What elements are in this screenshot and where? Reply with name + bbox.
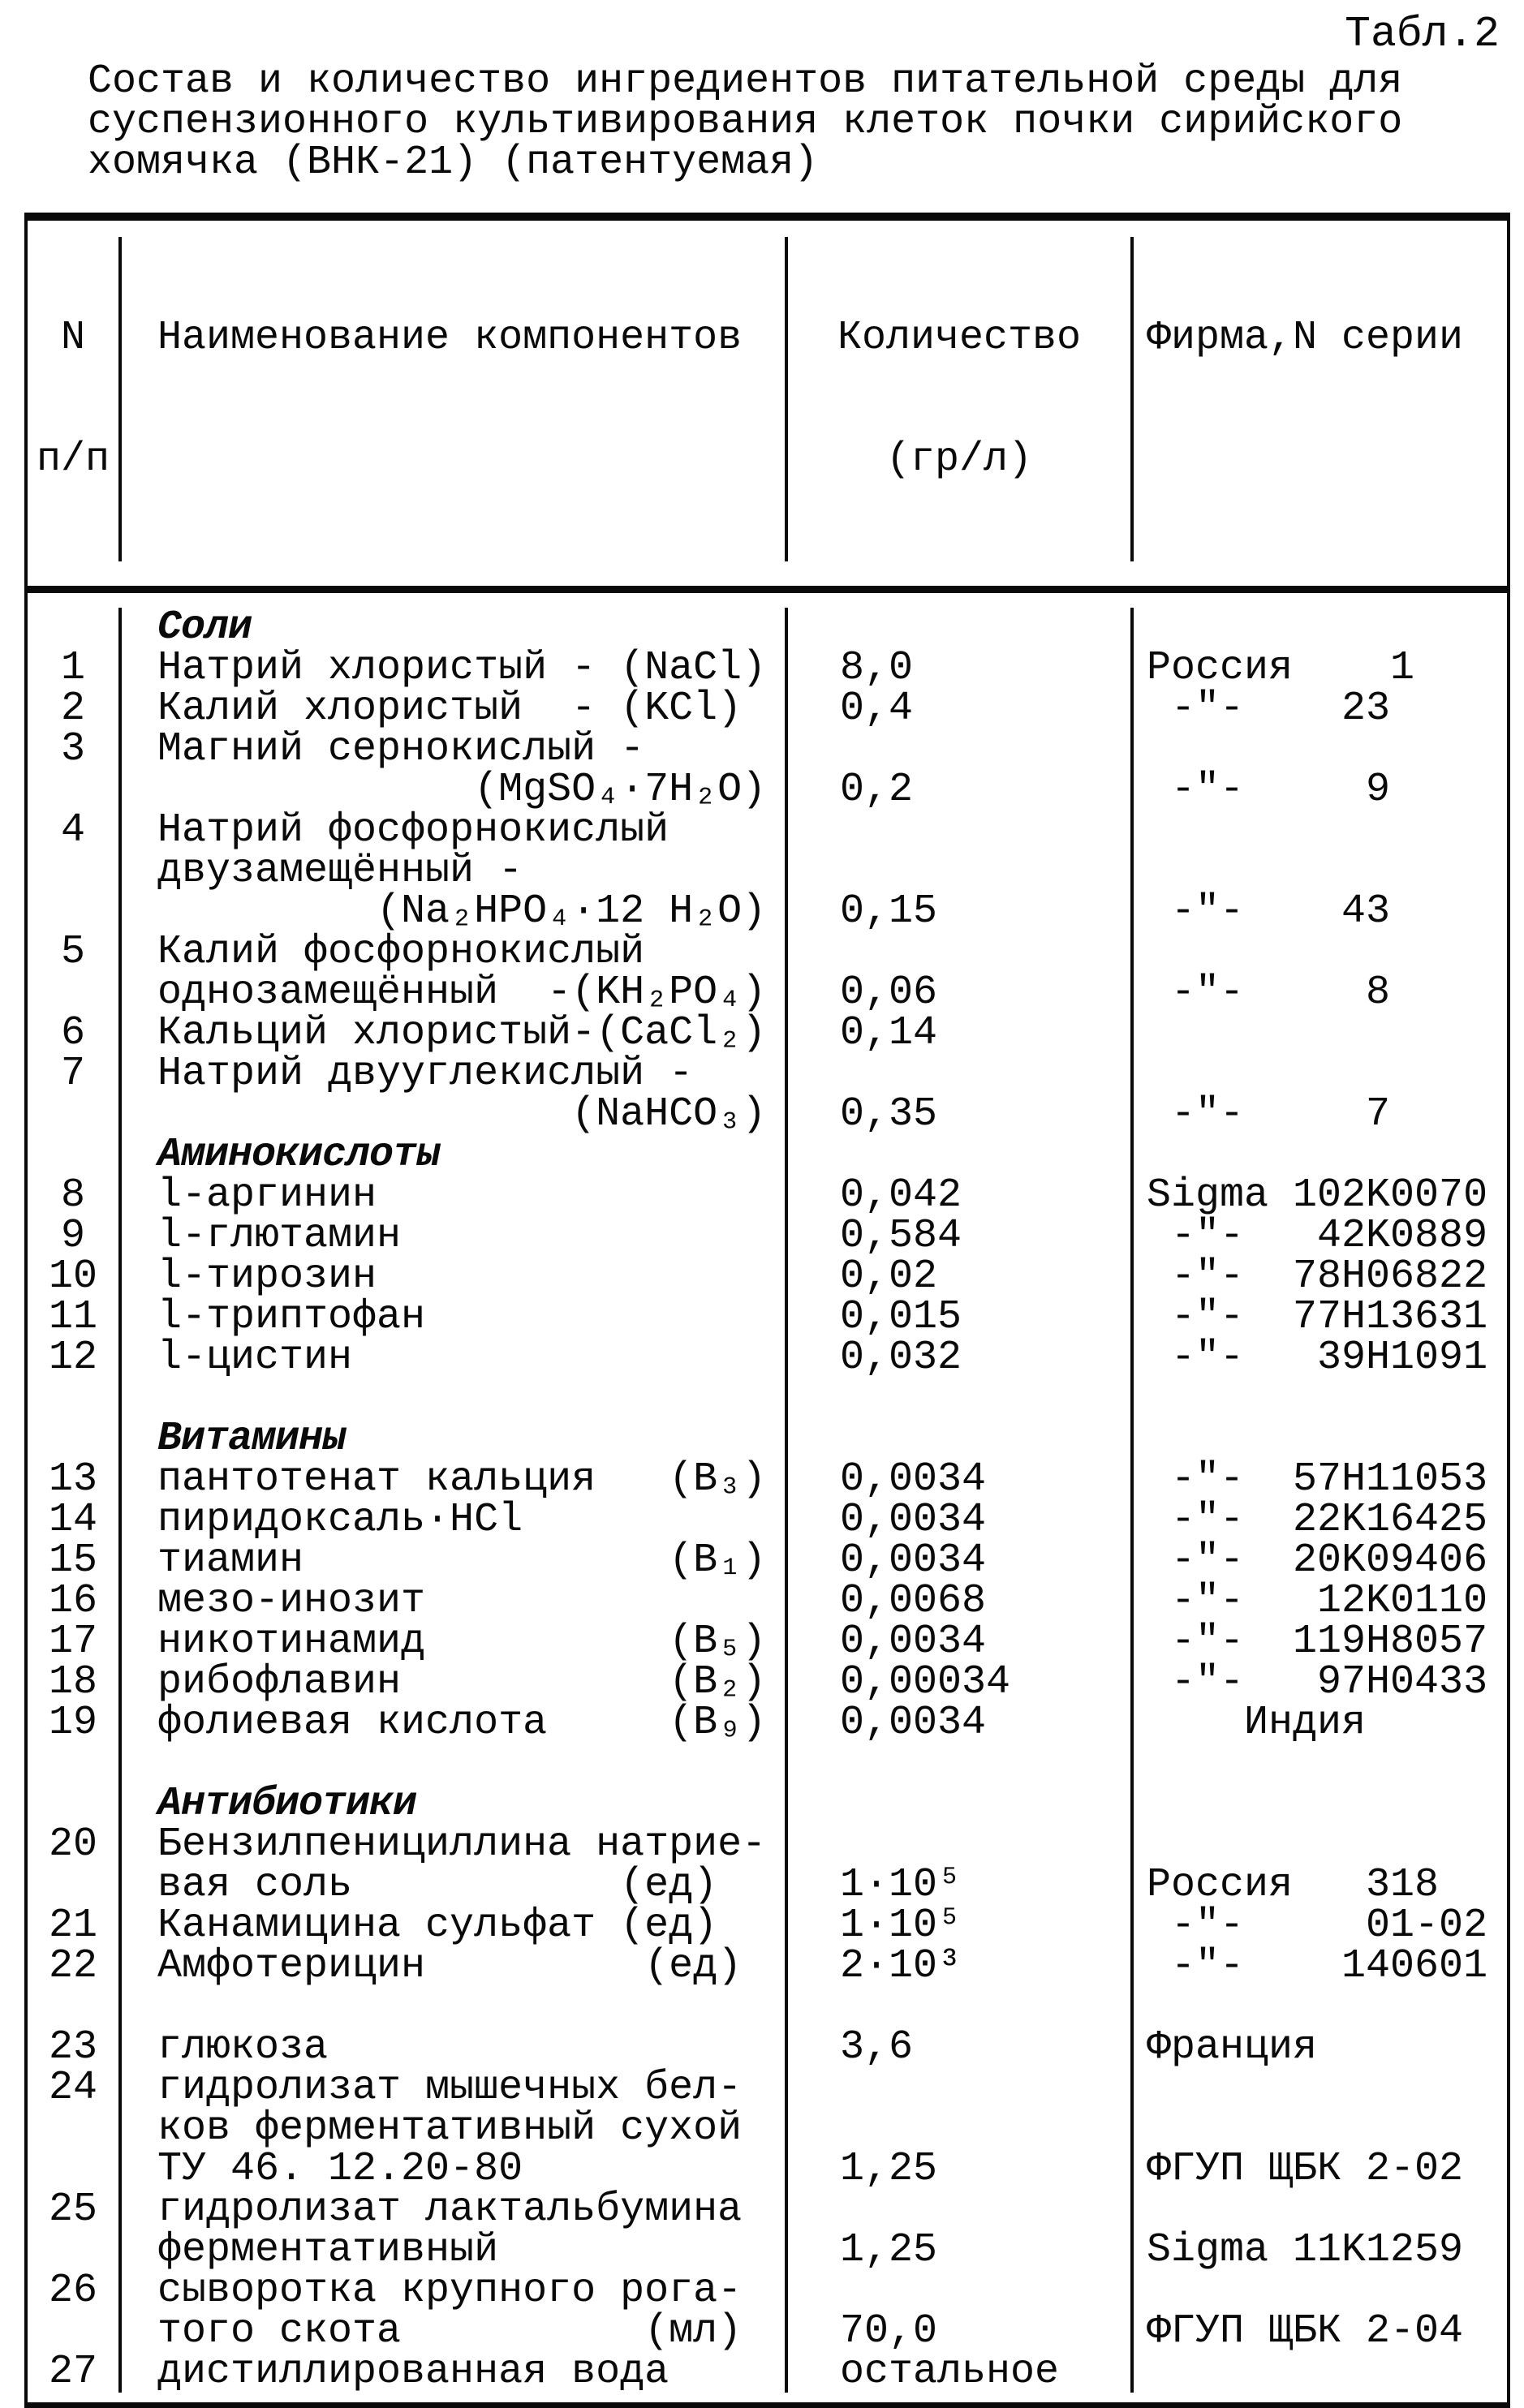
table-row	[28, 1578, 1507, 1624]
component-name: рибофлавин (В₂)	[122, 1662, 788, 1703]
row-number	[28, 2230, 122, 2271]
table-spacer-row	[28, 1987, 1507, 2027]
column-header-quantity	[788, 237, 1134, 561]
firm-serial	[1134, 1419, 1507, 1460]
column-header-quantity-line2: (гр/л)	[885, 436, 1033, 483]
component-name: l-цистин	[122, 1338, 788, 1378]
firm-serial: -"- 8	[1147, 970, 1391, 1016]
row-number	[28, 1865, 122, 1906]
table-row	[28, 2065, 1507, 2111]
component-name: Калий фосфорнокислый	[122, 932, 788, 973]
table-row	[28, 686, 1507, 732]
component-name: пантотенат кальция (В₃)	[122, 1460, 788, 1500]
firm-serial	[1134, 1744, 1507, 1784]
firm-serial	[1134, 1013, 1507, 1054]
quantity-value: 1,25	[788, 2230, 1134, 2271]
quantity-value: 0,06	[788, 973, 1134, 1013]
row-number: 3	[28, 729, 122, 770]
quantity-value: 70,0	[788, 2311, 1134, 2352]
table-row	[28, 1903, 1507, 1949]
component-name: Натрий хлористый - (NaCl)	[122, 648, 788, 689]
component-name	[122, 1378, 788, 1419]
quantity-value: 0,042	[788, 1176, 1134, 1216]
doc-title	[88, 58, 1524, 186]
row-number	[28, 973, 122, 1013]
ingredients-table	[24, 213, 1510, 2408]
table-row	[28, 1335, 1507, 1381]
section-heading: Соли	[122, 608, 788, 648]
firm-serial: -"- 97H0433	[1147, 1659, 1488, 1705]
section-heading: Витамины	[122, 1419, 788, 1460]
table-row	[28, 1294, 1507, 1340]
component-name: пиридоксаль·HCl	[122, 1500, 788, 1541]
table-row	[28, 2227, 1507, 2273]
quantity-value: 8,0	[788, 648, 1134, 689]
quantity-value	[788, 2109, 1134, 2149]
quantity-value: 0,0034	[788, 1500, 1134, 1541]
firm-serial: -"- 23	[1147, 686, 1391, 732]
row-number	[28, 2109, 122, 2149]
firm-serial: -"- 77H13631	[1147, 1294, 1488, 1340]
row-number	[28, 1135, 122, 1176]
firm-serial: Sigma 102K0070	[1147, 1172, 1488, 1219]
quantity-value	[788, 1419, 1134, 1460]
component-name: глюкоза	[122, 2027, 788, 2068]
table-row	[28, 767, 1507, 813]
quantity-value	[788, 1135, 1134, 1176]
component-name: двузамещённый -	[122, 851, 788, 892]
firm-serial	[1134, 1378, 1507, 1419]
row-number: 6	[28, 1013, 122, 1054]
firm-serial: -"- 140601	[1147, 1943, 1488, 1989]
doc-title-line-3: хомячка (ВНК-21) (патентуемая)	[88, 140, 819, 186]
row-number: 23	[28, 2027, 122, 2068]
table-row	[28, 970, 1507, 1016]
quantity-value: 0,015	[788, 1297, 1134, 1338]
quantity-value	[788, 1784, 1134, 1825]
table-row	[28, 2268, 1507, 2314]
table-row	[28, 929, 1507, 975]
row-number: 25	[28, 2190, 122, 2230]
quantity-value	[788, 2190, 1134, 2230]
quantity-value	[788, 729, 1134, 770]
component-name: l-триптофан	[122, 1297, 788, 1338]
doc-title-line-2: суспензионного культивирования клеток почки сирийского	[88, 99, 1403, 145]
quantity-value	[788, 1378, 1134, 1419]
column-header-component: Наименование компонентов	[122, 237, 788, 561]
row-number	[28, 1419, 122, 1460]
firm-serial: -"- 20K09406	[1147, 1537, 1488, 1584]
row-number: 17	[28, 1622, 122, 1662]
table-header	[28, 221, 1507, 593]
row-number: 24	[28, 2068, 122, 2109]
component-name	[122, 1987, 788, 2027]
firm-serial	[1134, 811, 1507, 851]
row-number	[28, 2149, 122, 2190]
component-name: Натрий двууглекислый -	[122, 1054, 788, 1094]
table-row	[28, 1416, 1507, 1462]
quantity-value: 0,2	[788, 770, 1134, 811]
quantity-value	[788, 1744, 1134, 1784]
firm-serial: -"- 22K16425	[1147, 1497, 1488, 1543]
component-name: Кальций хлористый-(CaCl₂)	[122, 1013, 788, 1054]
quantity-value: остальное	[788, 2352, 1134, 2393]
firm-serial: -"- 78H06822	[1147, 1253, 1488, 1300]
firm-serial	[1134, 608, 1507, 648]
quantity-value: 0,0068	[788, 1581, 1134, 1622]
firm-serial	[1134, 1135, 1507, 1176]
row-number	[28, 851, 122, 892]
column-header-number-line2: п/п	[36, 436, 110, 483]
component-name: Амфотерицин (ед)	[122, 1946, 788, 1987]
row-number: 8	[28, 1176, 122, 1216]
quantity-value	[788, 1054, 1134, 1094]
firm-serial	[1134, 1054, 1507, 1094]
section-heading: Антибиотики	[122, 1784, 788, 1825]
component-name: гидролизат лактальбумина	[122, 2190, 788, 2230]
table-row	[28, 1213, 1507, 1259]
quantity-value: 2·10³	[788, 1946, 1134, 1987]
component-name: Магний сернокислый -	[122, 729, 788, 770]
firm-serial: Индия	[1147, 1700, 1367, 1746]
firm-serial	[1134, 1825, 1507, 1865]
firm-serial: -"- 119H8057	[1147, 1619, 1488, 1665]
table-row	[28, 1497, 1507, 1543]
component-name: дистиллированная вода	[122, 2352, 788, 2393]
table-row	[28, 1051, 1507, 1097]
firm-serial	[1134, 1987, 1507, 2027]
component-name: того скота (мл)	[122, 2311, 788, 2352]
table-row	[28, 1821, 1507, 1868]
quantity-value	[788, 932, 1134, 973]
quantity-value	[788, 2068, 1134, 2109]
row-number	[28, 2311, 122, 2352]
component-name: ТУ 46. 12.20-80	[122, 2149, 788, 2190]
table-spacer-row	[28, 1744, 1507, 1784]
component-name: Калий хлористый - (KCl)	[122, 689, 788, 729]
row-number	[28, 1784, 122, 1825]
firm-serial	[1134, 2068, 1507, 2109]
table-row	[28, 2146, 1507, 2192]
firm-serial	[1134, 729, 1507, 770]
row-number: 7	[28, 1054, 122, 1094]
row-number	[28, 770, 122, 811]
firm-serial	[1134, 2109, 1507, 2149]
component-name: Бензилпенициллина натрие-	[122, 1825, 788, 1865]
firm-serial	[1134, 2271, 1507, 2311]
row-number: 19	[28, 1703, 122, 1744]
component-name: (Na₂HPO₄·12 H₂O)	[122, 892, 788, 932]
firm-serial	[1134, 932, 1507, 973]
row-number: 16	[28, 1581, 122, 1622]
quantity-value: 0,584	[788, 1216, 1134, 1257]
component-name: тиамин (В₁)	[122, 1541, 788, 1581]
table-row	[28, 645, 1507, 691]
column-header-quantity-line1: Количество	[837, 315, 1082, 361]
component-name: Натрий фосфорнокислый	[122, 811, 788, 851]
quantity-value: 1·10⁵	[788, 1865, 1134, 1906]
table-row	[28, 2024, 1507, 2070]
firm-serial: Россия 1	[1147, 645, 1415, 691]
column-header-number	[28, 237, 122, 561]
table-row	[28, 1172, 1507, 1219]
quantity-value: 0,0034	[788, 1541, 1134, 1581]
quantity-value	[788, 608, 1134, 648]
component-name: фолиевая кислота (В₉)	[122, 1703, 788, 1744]
firm-serial: Sigma 11K1259	[1147, 2227, 1464, 2273]
component-name: гидролизат мышечных бел-	[122, 2068, 788, 2109]
quantity-value	[788, 851, 1134, 892]
firm-serial: -"- 01-02	[1147, 1903, 1488, 1949]
component-name: никотинамид (В₅)	[122, 1622, 788, 1662]
table-row	[28, 1010, 1507, 1056]
quantity-value	[788, 811, 1134, 851]
row-number: 13	[28, 1460, 122, 1500]
quantity-value: 0,0034	[788, 1703, 1134, 1744]
quantity-value	[788, 1825, 1134, 1865]
table-row	[28, 1537, 1507, 1584]
quantity-value: 1,25	[788, 2149, 1134, 2190]
component-name: l-глютамин	[122, 1216, 788, 1257]
row-number: 10	[28, 1257, 122, 1297]
table-row	[28, 726, 1507, 772]
row-number: 26	[28, 2271, 122, 2311]
firm-serial	[1134, 1784, 1507, 1825]
row-number: 5	[28, 932, 122, 973]
firm-serial: -"- 57H11053	[1147, 1456, 1488, 1503]
quantity-value: 0,4	[788, 689, 1134, 729]
quantity-value: 0,35	[788, 1094, 1134, 1135]
row-number: 18	[28, 1662, 122, 1703]
firm-serial	[1134, 851, 1507, 892]
row-number: 11	[28, 1297, 122, 1338]
firm-serial: ФГУП ЩБК 2-04	[1147, 2308, 1464, 2354]
firm-serial: -"- 42K0889	[1147, 1213, 1488, 1259]
row-number: 27	[28, 2352, 122, 2393]
table-body	[28, 593, 1507, 2402]
quantity-value: 0,02	[788, 1257, 1134, 1297]
component-name: мезо-инозит	[122, 1581, 788, 1622]
quantity-value: 0,032	[788, 1338, 1134, 1378]
firm-serial: ФГУП ЩБК 2-02	[1147, 2146, 1464, 2192]
table-row	[28, 2308, 1507, 2354]
page-label: Табл.2	[1345, 10, 1500, 58]
row-number: 14	[28, 1500, 122, 1541]
table-row	[28, 807, 1507, 854]
quantity-value: 0,0034	[788, 1622, 1134, 1662]
firm-serial: -"- 9	[1147, 767, 1391, 813]
row-number: 15	[28, 1541, 122, 1581]
component-name: ков ферментативный сухой	[122, 2109, 788, 2149]
table-row	[28, 848, 1507, 894]
quantity-value: 0,00034	[788, 1662, 1134, 1703]
component-name: (NaHCO₃)	[122, 1094, 788, 1135]
table-row	[28, 1700, 1507, 1746]
row-number: 22	[28, 1946, 122, 1987]
row-number: 12	[28, 1338, 122, 1378]
table-row	[28, 2187, 1507, 2233]
firm-serial	[1134, 2190, 1507, 2230]
table-row	[28, 888, 1507, 935]
row-number: 2	[28, 689, 122, 729]
table-row	[28, 1091, 1507, 1137]
component-name: l-тирозин	[122, 1257, 788, 1297]
table-spacer-row	[28, 1378, 1507, 1419]
quantity-value	[788, 1987, 1134, 2027]
component-name: однозамещённый -(KH₂PO₄)	[122, 973, 788, 1013]
table-row	[28, 1456, 1507, 1503]
component-name: (MgSO₄·7H₂O)	[122, 770, 788, 811]
table-row	[28, 2105, 1507, 2152]
table-row	[28, 1132, 1507, 1178]
doc-title-line-1: Состав и количество ингредиентов питательной среды для	[88, 58, 1403, 105]
quantity-value: 3,6	[788, 2027, 1134, 2068]
table-row	[28, 604, 1507, 651]
firm-serial: -"- 43	[1147, 888, 1391, 935]
quantity-value: 0,14	[788, 1013, 1134, 1054]
table-row	[28, 1619, 1507, 1665]
row-number: 4	[28, 811, 122, 851]
row-number: 20	[28, 1825, 122, 1865]
row-number	[28, 1378, 122, 1419]
row-number	[28, 608, 122, 648]
component-name: Канамицина сульфат (ед)	[122, 1906, 788, 1946]
row-number: 21	[28, 1906, 122, 1946]
table-row	[28, 1943, 1507, 1989]
firm-serial: -"- 39H1091	[1147, 1335, 1488, 1381]
firm-serial: -"- 12K0110	[1147, 1578, 1488, 1624]
firm-serial	[1134, 2352, 1507, 2393]
firm-serial: Россия 318	[1147, 1862, 1440, 1908]
column-header-firm: Фирма,N серии	[1147, 315, 1464, 361]
row-number: 1	[28, 648, 122, 689]
table-row	[28, 1862, 1507, 1908]
row-number	[28, 1987, 122, 2027]
component-name: сыворотка крупного рога-	[122, 2271, 788, 2311]
quantity-value	[788, 2271, 1134, 2311]
firm-serial: -"- 7	[1147, 1091, 1391, 1137]
component-name: вая соль (ед)	[122, 1865, 788, 1906]
firm-serial: Франция	[1147, 2024, 1318, 2070]
table-row	[28, 1253, 1507, 1300]
quantity-value: 0,15	[788, 892, 1134, 932]
component-name: l-аргинин	[122, 1176, 788, 1216]
table-row	[28, 2349, 1507, 2395]
quantity-value: 1·10⁵	[788, 1906, 1134, 1946]
row-number: 9	[28, 1216, 122, 1257]
column-header-number-line1: N	[60, 315, 85, 361]
table-row	[28, 1659, 1507, 1705]
row-number	[28, 892, 122, 932]
component-name: ферментативный	[122, 2230, 788, 2271]
section-heading: Аминокислоты	[122, 1135, 788, 1176]
component-name	[122, 1744, 788, 1784]
row-number	[28, 1744, 122, 1784]
table-row	[28, 1781, 1507, 1827]
row-number	[28, 1094, 122, 1135]
quantity-value: 0,0034	[788, 1460, 1134, 1500]
